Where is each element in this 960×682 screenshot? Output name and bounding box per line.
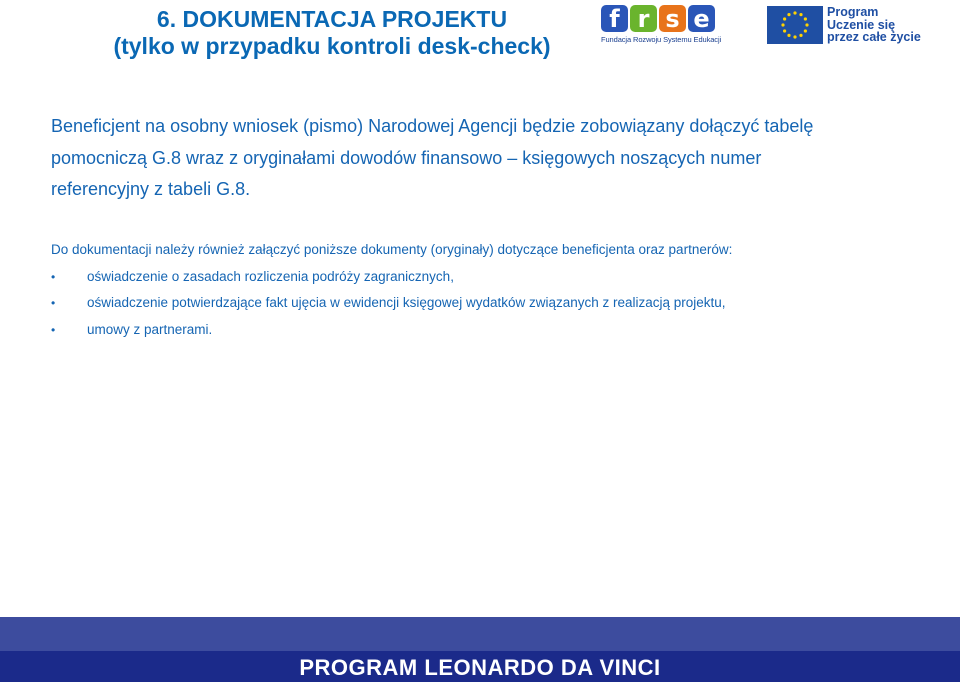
bullet-icon: • [51,296,56,310]
frse-logo [601,4,722,47]
frse-letter-r: r [630,5,657,32]
footer-bar-top [0,617,960,651]
eu-star-icon [804,17,807,20]
main-paragraph: Beneficjent na osobny wniosek (pismo) Narodowej Agencji będzie zobowiązany dołączyć tabelę pomocniczą G.8 wraz z oryginałami dowodów finansowo – księgowych noszących numer referencyjny z tabeli G.8. [51,116,814,199]
eu-text-line1: Program [827,5,879,19]
eu-programme-text [827,6,921,44]
eu-star-icon [793,11,796,14]
bullet-icon: • [51,322,56,337]
frse-letter-f: f [601,5,628,32]
bullet-icon: • [51,269,56,284]
frse-logo-letters [601,5,719,32]
frse-logo-subtitle: Fundacja Rozwoju Systemu Edukacji [601,35,722,44]
eu-star-icon [783,17,786,20]
slide-title-line2: (tylko w przypadku kontroli desk-check) [113,33,551,59]
eu-flag-icon [767,6,823,44]
eu-text-line2: Uczenie się [827,17,896,32]
list-item [51,290,931,317]
eu-star-icon [787,13,790,16]
eu-star-icon [804,29,807,32]
list-item-text: oświadczenie potwierdzające fakt ujęcia w ewidencji księgowej wydatków związanych z realizacją projektu, [87,295,726,310]
frse-letter-s: s [659,5,686,32]
eu-text-line3: przez całe życie [827,30,921,44]
eu-star-icon [799,34,802,37]
eu-star-icon [781,23,784,26]
eu-star-icon [799,13,802,16]
slide-title-line1: 6. DOKUMENTACJA PROJEKTU [156,6,508,32]
documents-section [51,237,931,343]
eu-star-icon [805,23,808,26]
documents-list [51,264,931,344]
eu-star-icon [787,34,790,37]
eu-star-icon [793,35,796,38]
slide-title [0,6,664,60]
frse-letter-e: e [688,5,715,32]
documents-intro: Do dokumentacji należy również załączyć poniższe dokumenty (oryginały) dotyczące beneficjenta oraz partnerów: [51,242,733,257]
footer-program-name: PROGRAM LEONARDO DA VINCI [299,655,661,680]
list-item [51,264,931,291]
list-item [51,317,931,344]
list-item-text: umowy z partnerami. [87,321,213,337]
eu-programme-logo [767,6,927,46]
list-item-text: oświadczenie o zasadach rozliczenia podróży zagranicznych, [87,268,454,284]
eu-star-icon [783,29,786,32]
